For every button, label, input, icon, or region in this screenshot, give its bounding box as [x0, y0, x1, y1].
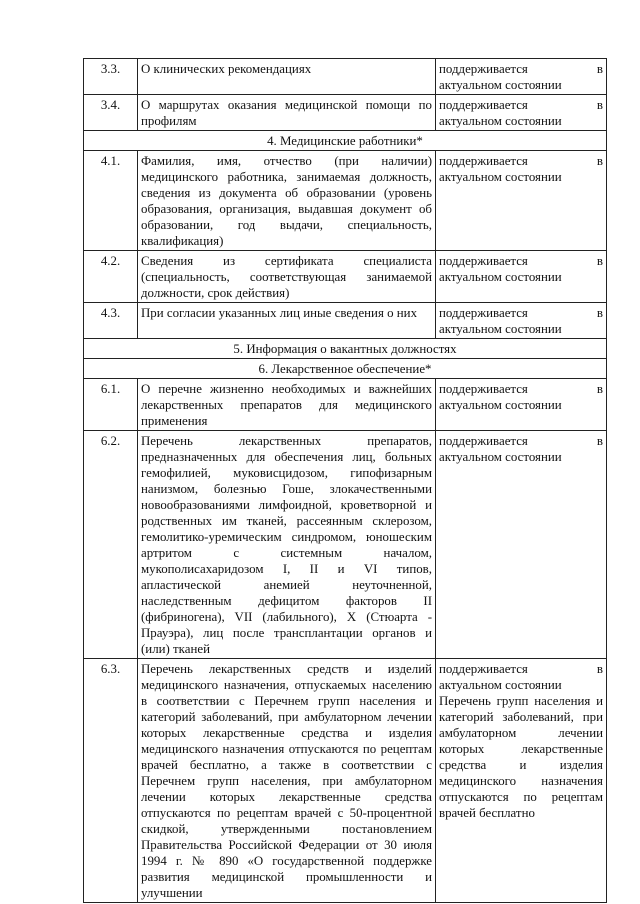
- status-first-line: [439, 97, 603, 113]
- item-description: Перечень лекарственных препаратов, предназначенных для обеспечения лиц, больных гемофилией, муковисцидозом, гипофизарным нанизмом, болезнью Гоше, злокачественными новообразованиями лимфоидной, кроветворной и родственных им тканей, рассеянным склерозом, гемолитико-уремическим синдромом, юношеским артритом с системным началом, мукополисахаридозом I, II и VI типов, апластической анемией неуточненной, наследственным дефицитом факторов II (фибриногена), VII (лабильного), X (Стюарта - Прауэра), лиц после трансплантации органов и (или) тканей: [138, 431, 436, 659]
- status-first-line: [439, 61, 603, 77]
- item-status: [436, 251, 607, 303]
- status-preposition: в: [596, 306, 603, 320]
- item-number: 4.1.: [84, 151, 138, 251]
- status-first-line: [439, 433, 603, 449]
- item-status: [436, 431, 607, 659]
- status-first-line: [439, 661, 603, 677]
- table-row: [84, 151, 607, 251]
- item-number: 3.4.: [84, 95, 138, 131]
- item-status: [436, 379, 607, 431]
- status-word: поддерживается: [439, 254, 528, 268]
- table-row: [84, 59, 607, 95]
- item-description: О маршрутах оказания медицинской помощи по профилям: [138, 95, 436, 131]
- section-header: 6. Лекарственное обеспечение*: [84, 359, 607, 379]
- status-word: поддерживается: [439, 662, 528, 676]
- requirements-table: [83, 58, 607, 903]
- item-number: 6.3.: [84, 659, 138, 903]
- table-row: [84, 95, 607, 131]
- item-description: Сведения из сертификата специалиста (специальность, соответствующая занимаемой должности, срок действия): [138, 251, 436, 303]
- status-extra: Перечень групп населения и категорий заболеваний, при амбулаторном лечении которых лекарственные средства и изделия медицинского назначения отпускаются по рецептам врачей бесплатно: [439, 694, 603, 820]
- status-word: поддерживается: [439, 154, 528, 168]
- status-word: поддерживается: [439, 434, 528, 448]
- section-header-row: [84, 131, 607, 151]
- status-first-line: [439, 253, 603, 269]
- item-number: 6.2.: [84, 431, 138, 659]
- status-preposition: в: [596, 662, 603, 676]
- item-status: [436, 303, 607, 339]
- status-rest: актуальном состоянии: [439, 322, 562, 336]
- item-status: [436, 659, 607, 903]
- section-header: 4. Медицинские работники*: [84, 131, 607, 151]
- item-status: [436, 59, 607, 95]
- item-description: Фамилия, имя, отчество (при наличии) медицинского работника, занимаемая должность, сведения из документа об образовании (уровень образования, организация, выдавшая документ об образовании, год выдачи, специальность, квалификация): [138, 151, 436, 251]
- item-description: О перечне жизненно необходимых и важнейших лекарственных препаратов для медицинского применения: [138, 379, 436, 431]
- status-first-line: [439, 153, 603, 169]
- table-row: [84, 659, 607, 903]
- status-preposition: в: [596, 154, 603, 168]
- status-word: поддерживается: [439, 62, 528, 76]
- item-status: [436, 151, 607, 251]
- table-row: [84, 303, 607, 339]
- item-description: Перечень лекарственных средств и изделий медицинского назначения, отпускаемых населению в соответствии с Перечнем групп населения и категорий заболеваний, при амбулаторном лечении которых лекарственные средства и изделия медицинского назначения отпускаются по рецептам врачей бесплатно, а также в соответствии с Перечнем групп населения, при амбулаторном лечении которых лекарственные средства отпускаются по рецептам врачей с 50-процентной скидкой, утвержденными постановлением Правительства Российской Федерации от 30 июля 1994 г. № 890 «О государственной поддержке развития медицинской промышленности и улучшении: [138, 659, 436, 903]
- status-rest: актуальном состоянии: [439, 398, 562, 412]
- requirements-table-body: [84, 59, 607, 903]
- section-header-row: [84, 359, 607, 379]
- status-preposition: в: [596, 434, 603, 448]
- status-rest: актуальном состоянии: [439, 78, 562, 92]
- status-preposition: в: [596, 382, 603, 396]
- status-preposition: в: [596, 62, 603, 76]
- status-rest: актуальном состоянии: [439, 170, 562, 184]
- table-row: [84, 379, 607, 431]
- status-preposition: в: [596, 254, 603, 268]
- section-header-row: [84, 339, 607, 359]
- status-first-line: [439, 381, 603, 397]
- item-number: 6.1.: [84, 379, 138, 431]
- status-rest: актуальном состоянии: [439, 114, 562, 128]
- item-number: 4.2.: [84, 251, 138, 303]
- document-page: [83, 58, 606, 903]
- status-word: поддерживается: [439, 382, 528, 396]
- status-rest: актуальном состоянии: [439, 450, 562, 464]
- status-word: поддерживается: [439, 98, 528, 112]
- table-row: [84, 251, 607, 303]
- section-header: 5. Информация о вакантных должностях: [84, 339, 607, 359]
- status-rest: актуальном состоянии: [439, 678, 562, 692]
- item-description: О клинических рекомендациях: [138, 59, 436, 95]
- status-preposition: в: [596, 98, 603, 112]
- item-description: При согласии указанных лиц иные сведения о них: [138, 303, 436, 339]
- status-word: поддерживается: [439, 306, 528, 320]
- item-number: 3.3.: [84, 59, 138, 95]
- status-rest: актуальном состоянии: [439, 270, 562, 284]
- status-first-line: [439, 305, 603, 321]
- table-row: [84, 431, 607, 659]
- item-number: 4.3.: [84, 303, 138, 339]
- item-status: [436, 95, 607, 131]
